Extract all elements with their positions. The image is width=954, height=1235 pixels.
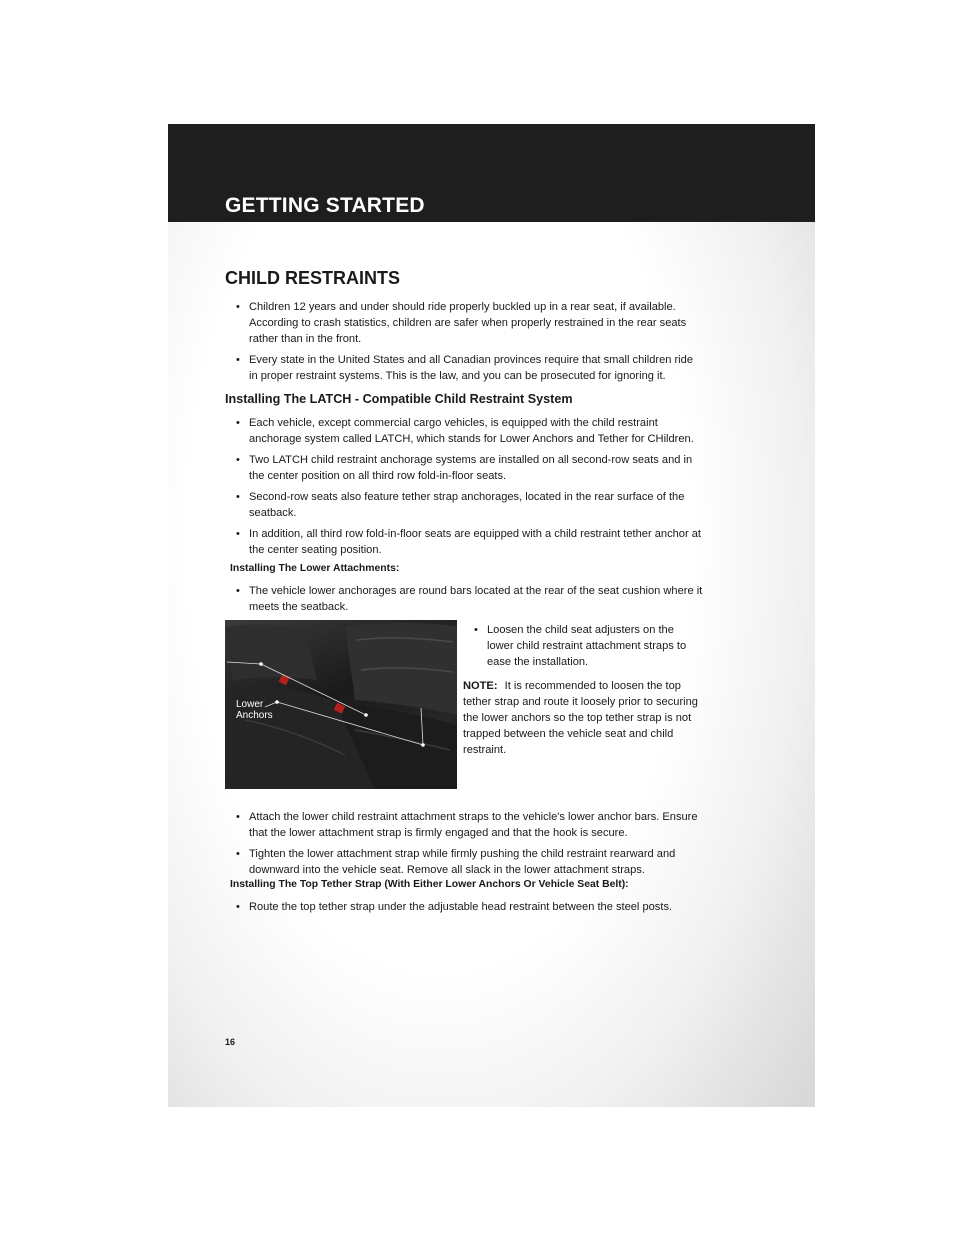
page-number: 16	[225, 1037, 236, 1047]
latch-bullet-list	[225, 415, 703, 558]
list-item: • Attach the lower child restraint attachment straps to the vehicle's lower anchor bars. Ensure that the lower attachment strap is firmly engaged and that the hook is secure.	[225, 809, 703, 841]
right-seatback-shape	[345, 623, 457, 715]
section-title: GETTING STARTED	[225, 194, 425, 217]
list-item: • Loosen the child seat adjusters on the lower child restraint attachment straps to ease the installation.	[463, 622, 703, 670]
callout-dot	[275, 700, 279, 704]
photo-callout-label: Lower Anchors	[236, 699, 273, 721]
page-content	[225, 268, 703, 920]
left-seatback-shape	[225, 624, 317, 680]
callout-dot	[364, 713, 368, 717]
intro-bullet-list	[225, 299, 703, 384]
list-item: • In addition, all third row fold-in-floor seats are equipped with a child restraint tether anchor at the center seating position.	[225, 526, 703, 558]
note-text: It is recommended to loosen the top tether strap and route it loosely prior to securing the lower anchors so the top tether strap is not trapped between the vehicle seat and child restraint.	[463, 680, 698, 756]
lower-attachments-bullet-list	[225, 583, 703, 615]
list-item: • Tighten the lower attachment strap while firmly pushing the child restraint rearward and downward into the vehicle seat. Remove all slack in the lower attachment straps.	[225, 846, 703, 878]
side-column	[463, 620, 703, 789]
list-item: • Each vehicle, except commercial cargo vehicles, is equipped with the child restraint anchorage system called LATCH, which stands for Lower Anchors and Tether for CHildren.	[225, 415, 703, 447]
list-item: • The vehicle lower anchorages are round bars located at the rear of the seat cushion where it meets the seatback.	[225, 583, 703, 615]
list-item: • Every state in the United States and all Canadian provinces require that small children ride in proper restraint systems. This is the law, and you can be prosecuted for ignoring it.	[225, 352, 703, 384]
lower-anchors-photo	[225, 620, 457, 789]
callout-dot	[259, 662, 263, 666]
top-tether-bullet-list	[225, 899, 703, 915]
callout-dot	[421, 743, 425, 747]
list-item: • Two LATCH child restraint anchorage systems are installed on all second-row seats and in the center position on all third row fold-in-floor seats.	[225, 452, 703, 484]
list-item: • Second-row seats also feature tether strap anchorages, located in the rear surface of the seatback.	[225, 489, 703, 521]
side-bullet-list	[463, 622, 703, 670]
list-item: • Route the top tether strap under the adjustable head restraint between the steel posts.	[225, 899, 703, 915]
note-label: NOTE:	[463, 680, 498, 692]
list-item: • Children 12 years and under should ride properly buckled up in a rear seat, if available. According to crash statistics, children are safer when properly restrained in the rear seats rather than in the front.	[225, 299, 703, 347]
top-tether-title: Installing The Top Tether Strap (With Either Lower Anchors Or Vehicle Seat Belt):	[230, 879, 629, 890]
latch-section-title: Installing The LATCH - Compatible Child Restraint System	[225, 392, 573, 406]
manual-page	[168, 124, 815, 1107]
chapter-title: CHILD RESTRAINTS	[225, 268, 400, 288]
note-paragraph	[463, 678, 703, 758]
lower-attachments-title: Installing The Lower Attachments:	[230, 563, 400, 574]
attach-bullet-list	[225, 809, 703, 878]
photo-and-note-row	[225, 620, 703, 789]
